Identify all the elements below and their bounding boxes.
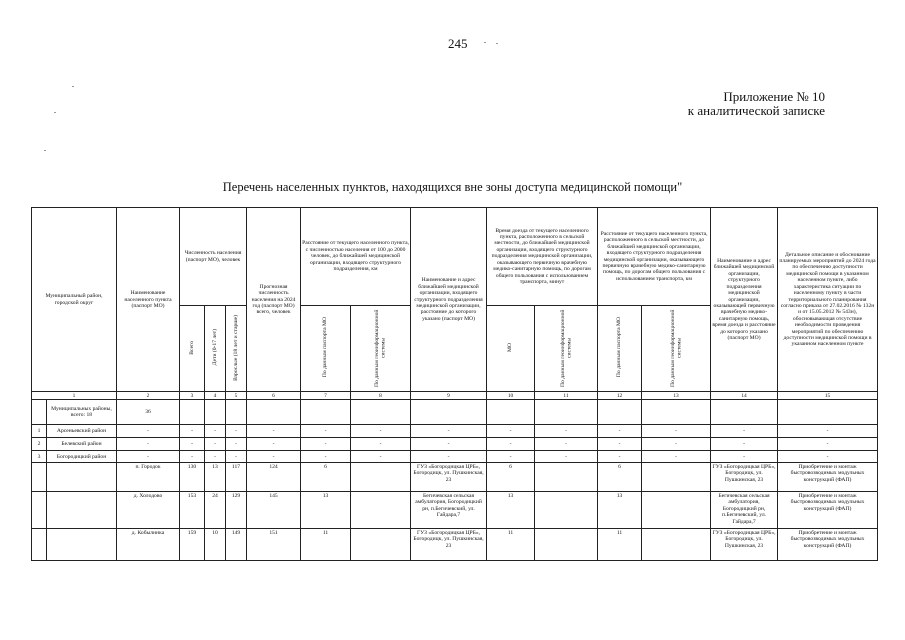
page-number: 245 <box>448 36 468 51</box>
column-number: 3 <box>180 392 205 400</box>
cell-km-passport: - <box>598 438 642 451</box>
cell-distance-passport: - <box>301 438 351 451</box>
cell-time-mo: 6 <box>487 463 535 492</box>
cell-km-gis: - <box>642 451 711 463</box>
table-row <box>32 425 878 438</box>
cell-distance-passport: 13 <box>301 492 351 529</box>
cell-municipality: Арсеньевский район <box>47 425 117 438</box>
scan-speck <box>484 42 486 43</box>
column-number: 13 <box>642 392 711 400</box>
cell-nearest-org: - <box>411 438 487 451</box>
row-number <box>32 529 47 561</box>
cell-distance-gis <box>351 400 411 425</box>
cell-time-mo: 11 <box>487 529 535 561</box>
locations-table <box>31 207 878 561</box>
cell-time-gis <box>535 529 598 561</box>
column-number: 12 <box>598 392 642 400</box>
cell-planned-measures: - <box>778 451 878 463</box>
cell-total: - <box>180 425 205 438</box>
header-distance-gis: По данным геоинформационной системы <box>351 306 411 392</box>
appendix-line-2: к аналитической записке <box>687 103 825 118</box>
row-number <box>32 492 47 529</box>
cell-distance-passport: 6 <box>301 463 351 492</box>
cell-time-mo: 13 <box>487 492 535 529</box>
cell-total: 130 <box>180 463 205 492</box>
header-primary-care-org: Наименование и адрес ближайшей медицинской организации, структурного подразделения медицинской организации, оказывающей первичную врачебную медико-санитарную помощь, время доезда и расстояние до которого указано (паспорт МО) <box>711 208 778 392</box>
cell-forecast: - <box>247 438 301 451</box>
header-km-gis: По данным геоинформационной системы <box>642 306 711 392</box>
cell-time-mo: - <box>487 425 535 438</box>
cell-adults: - <box>226 425 247 438</box>
cell-distance-passport: - <box>301 451 351 463</box>
header-km-passport: По данным паспорта МО <box>598 306 642 392</box>
cell-nearest-org: ГУЗ «Богородицкая ЦРБ», Богородицк, ул. Пушкинская, 23 <box>411 463 487 492</box>
cell-distance-gis: - <box>351 438 411 451</box>
header-row-1 <box>32 208 878 306</box>
cell-distance-gis <box>351 492 411 529</box>
cell-km-gis <box>642 400 711 425</box>
cell-km-passport: - <box>598 425 642 438</box>
cell-primary-care-org: - <box>711 438 778 451</box>
cell-forecast: - <box>247 425 301 438</box>
cell-distance-gis: - <box>351 451 411 463</box>
cell-total <box>180 400 205 425</box>
column-number: 15 <box>778 392 878 400</box>
header-total: Всего <box>180 306 205 392</box>
cell-children: - <box>205 425 226 438</box>
cell-settlement: - <box>117 451 180 463</box>
scan-speck <box>54 112 56 113</box>
cell-total: 159 <box>180 529 205 561</box>
cell-planned-measures: - <box>778 438 878 451</box>
column-number: 6 <box>247 392 301 400</box>
table-row <box>32 400 878 425</box>
header-forecast-population: Прогнозная численность населения на 2024 год (паспорт МО) всего, человек <box>247 208 301 392</box>
cell-planned-measures <box>778 400 878 425</box>
column-number: 7 <box>301 392 351 400</box>
appendix-label <box>688 90 825 118</box>
cell-time-gis: - <box>535 451 598 463</box>
cell-adults: 117 <box>226 463 247 492</box>
cell-time-mo: - <box>487 438 535 451</box>
cell-settlement: - <box>117 425 180 438</box>
cell-settlement: - <box>117 438 180 451</box>
cell-nearest-org <box>411 400 487 425</box>
cell-forecast: 124 <box>247 463 301 492</box>
header-travel-distance-group: Расстояние от текущего населенного пункта, расположенного в сельской местности, до ближайшей медицинской организации, входящего структурного подразделения медицинской организации, оказывающего первичную врачебную медико-санитарную помощь, по дорогам общего пользования с использованием транспорта, км <box>598 208 711 306</box>
header-planned-measures: Детальное описание и обоснование планируемых мероприятий до 2024 года по обеспечению доступности медицинской помощи в указанном населенном пункте, либо характеристика ситуации по населенному пункту в части территориального планирования согласно приказа от 27.02.2016 № 132н и от 15.05.2012 № 543н), обосновывающая отсутствие необходимости проведения мероприятий по обеспечению доступности медицинской помощи в указанном населенном пункте <box>778 208 878 392</box>
cell-children <box>205 400 226 425</box>
cell-km-gis: - <box>642 425 711 438</box>
cell-km-passport: 11 <box>598 529 642 561</box>
cell-primary-care-org: ГУЗ «Богородицкая ЦРБ», Богородицк, ул. Пушкинская, 23 <box>711 463 778 492</box>
cell-time-gis <box>535 400 598 425</box>
table-row <box>32 492 878 529</box>
cell-total: - <box>180 438 205 451</box>
cell-municipality: Белевский район <box>47 438 117 451</box>
row-number: 1 <box>32 425 47 438</box>
cell-forecast: 145 <box>247 492 301 529</box>
cell-time-gis: - <box>535 438 598 451</box>
column-number: 5 <box>226 392 247 400</box>
cell-km-passport: - <box>598 451 642 463</box>
cell-primary-care-org: - <box>711 451 778 463</box>
column-number: 4 <box>205 392 226 400</box>
header-nearest-org: Наименование и адрес ближайшей медицинской организации, входящего структурного подразделения медицинской организации, расстояние до которого указано (паспорт МО) <box>411 208 487 392</box>
scan-speck <box>72 86 74 87</box>
cell-nearest-org: Бегичевская сельская амбулатория, Богородицкий рн, п.Бегичевский, ул. Гайдара,7 <box>411 492 487 529</box>
cell-distance-passport: - <box>301 425 351 438</box>
cell-primary-care-org: ГУЗ «Богородицкая ЦРБ», Богородицк, ул. Пушкинская, 23 <box>711 529 778 561</box>
cell-adults <box>226 400 247 425</box>
header-time-gis: По данным геоинформационной системы <box>535 306 598 392</box>
cell-time-gis <box>535 492 598 529</box>
cell-distance-gis <box>351 463 411 492</box>
header-distance-passport: По данным паспорта МО <box>301 306 351 392</box>
header-adults: Взрослые (18 лет и старше) <box>226 306 247 392</box>
cell-total: - <box>180 451 205 463</box>
cell-km-gis: - <box>642 438 711 451</box>
cell-distance-passport: 11 <box>301 529 351 561</box>
cell-settlement: п. Городок <box>117 463 180 492</box>
cell-km-passport <box>598 400 642 425</box>
column-number: 14 <box>711 392 778 400</box>
cell-municipality <box>47 492 117 529</box>
cell-nearest-org: - <box>411 425 487 438</box>
row-number <box>32 463 47 492</box>
column-number: 11 <box>535 392 598 400</box>
cell-children: 24 <box>205 492 226 529</box>
header-children: Дети (0-17 лет) <box>205 306 226 392</box>
table-row <box>32 451 878 463</box>
cell-planned-measures: Приобретение и монтаж быстровозводимых модульных конструкций (ФАП) <box>778 529 878 561</box>
column-number-row <box>32 392 878 400</box>
document-title: Перечень населенных пунктов, находящихся вне зоны доступа медицинской помощи" <box>222 180 683 194</box>
cell-adults: 149 <box>226 529 247 561</box>
row-number: 3 <box>32 451 47 463</box>
cell-adults: - <box>226 438 247 451</box>
cell-km-gis <box>642 463 711 492</box>
table-row <box>32 529 878 561</box>
column-number: 2 <box>117 392 180 400</box>
cell-children: 13 <box>205 463 226 492</box>
cell-km-passport: 13 <box>598 492 642 529</box>
cell-forecast: 151 <box>247 529 301 561</box>
cell-primary-care-org <box>711 400 778 425</box>
cell-primary-care-org: Бегичевская сельская амбулатория, Богородицкий рн, п.Бегичевский, ул. Гайдара,7 <box>711 492 778 529</box>
cell-planned-measures: - <box>778 425 878 438</box>
header-time-mo: МО <box>487 306 535 392</box>
cell-planned-measures: Приобретение и монтаж быстровозводимых модульных конструкций (ФАП) <box>778 492 878 529</box>
cell-forecast: - <box>247 451 301 463</box>
cell-distance-gis: - <box>351 425 411 438</box>
header-municipality: Муниципальный район, городской округ <box>32 208 117 392</box>
header-travel-time-group: Время доезда от текущего населенного пункта, расположенного в сельской местности, до ближайшей медицинской организации, входящего структурного подразделения медицинской организации, оказывающего первичную врачебную медико-санитарную помощь, по дорогам общего пользования с использованием транспорта, минут <box>487 208 598 306</box>
cell-municipality <box>47 529 117 561</box>
table-row <box>32 463 878 492</box>
cell-km-gis <box>642 529 711 561</box>
cell-distance-passport <box>301 400 351 425</box>
header-settlement: Наименование населенного пункта (паспорт МО) <box>117 208 180 392</box>
cell-planned-measures: Приобретение и монтаж быстровозводимых модульных конструкций (ФАП) <box>778 463 878 492</box>
cell-distance-gis <box>351 529 411 561</box>
column-number: 1 <box>32 392 117 400</box>
cell-adults: - <box>226 451 247 463</box>
cell-adults: 129 <box>226 492 247 529</box>
cell-km-gis <box>642 492 711 529</box>
cell-primary-care-org: - <box>711 425 778 438</box>
cell-time-gis: - <box>535 425 598 438</box>
column-number: 9 <box>411 392 487 400</box>
cell-settlement: д. Кобылинка <box>117 529 180 561</box>
cell-total: 153 <box>180 492 205 529</box>
cell-km-passport: 6 <box>598 463 642 492</box>
cell-municipality: Богородицкий район <box>47 451 117 463</box>
cell-nearest-org: ГУЗ «Богородицкая ЦРБ», Богородицк, ул. Пушкинская, 23 <box>411 529 487 561</box>
cell-forecast <box>247 400 301 425</box>
row-number: 2 <box>32 438 47 451</box>
column-number: 8 <box>351 392 411 400</box>
column-number: 10 <box>487 392 535 400</box>
row-number <box>32 400 47 425</box>
header-distance-group: Расстояние от текущего населенного пункта, с численностью населения от 100 до 2000 человек, до ближайшей медицинской организации, входящего структурного подразделения, км <box>301 208 411 306</box>
cell-time-mo: - <box>487 451 535 463</box>
appendix-line-1: Приложение № 10 <box>723 89 825 104</box>
cell-municipality <box>47 463 117 492</box>
cell-municipality: Муниципальных районы, всего: 18 <box>47 400 117 425</box>
scan-speck <box>44 150 46 151</box>
cell-settlement: 36 <box>117 400 180 425</box>
cell-children: - <box>205 438 226 451</box>
cell-time-mo <box>487 400 535 425</box>
scan-speck <box>496 43 498 44</box>
cell-nearest-org: - <box>411 451 487 463</box>
table-row <box>32 438 878 451</box>
cell-children: 10 <box>205 529 226 561</box>
cell-children: - <box>205 451 226 463</box>
cell-time-gis <box>535 463 598 492</box>
header-population-group: Численность населения (паспорт МО), человек <box>180 208 247 306</box>
cell-settlement: д. Холодово <box>117 492 180 529</box>
